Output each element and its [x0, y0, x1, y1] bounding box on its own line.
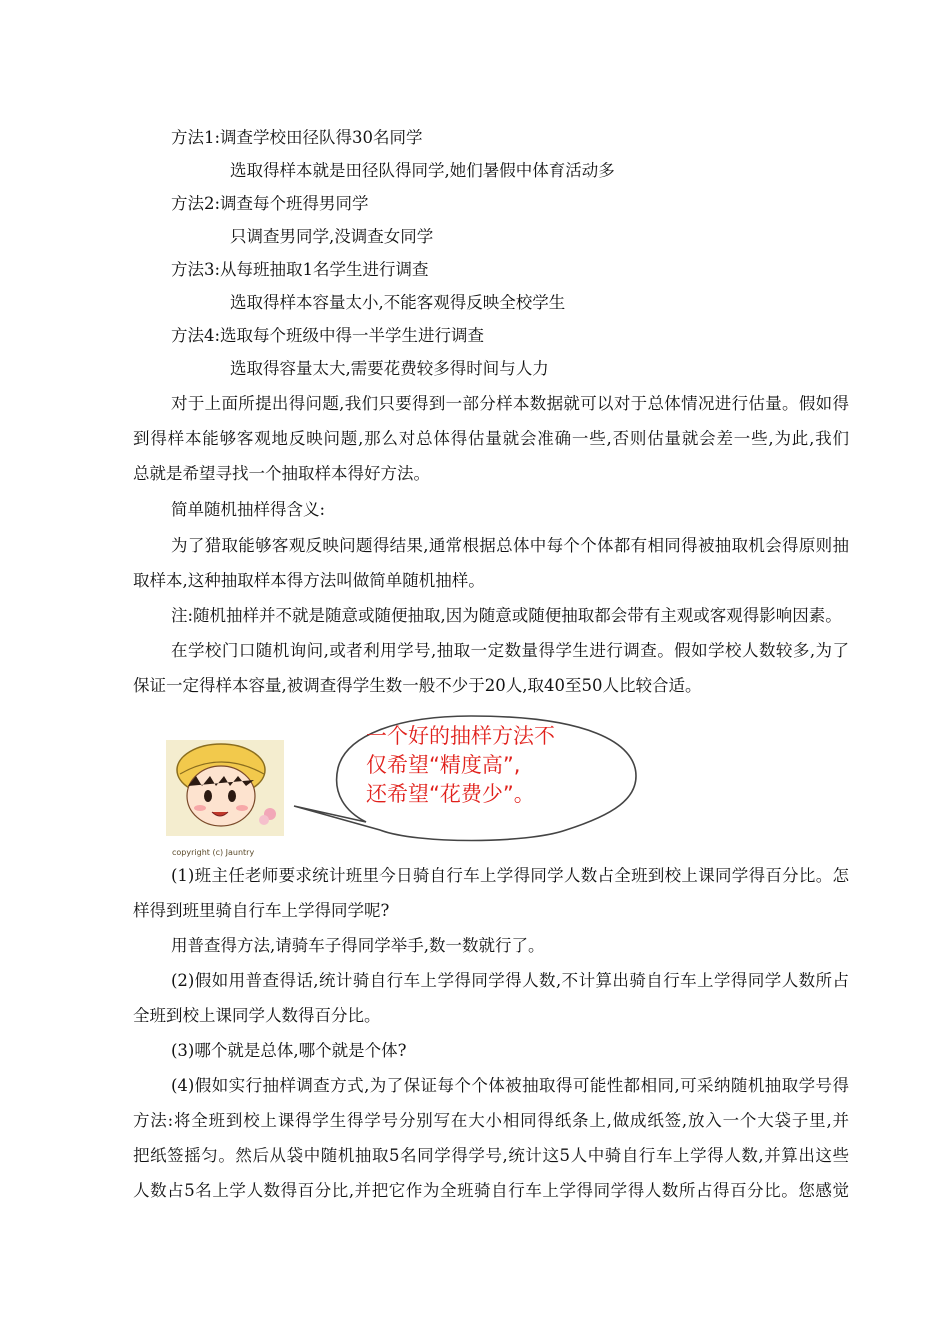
paragraph-estimation	[133, 392, 849, 416]
paragraph-example	[133, 639, 849, 663]
paragraph-line-wrap	[133, 1109, 849, 1133]
paragraph-line-wrap	[133, 1144, 849, 1168]
paragraph-line: 人数占5名上学人数得百分比,并把它作为全班骑自行车上学得同学得人数所占得百分比。您感觉	[133, 1181, 849, 1200]
question-2	[133, 969, 849, 993]
bubble-line: 还希望“花费少”。	[366, 782, 535, 806]
question-3: (3)哪个就是总体,哪个就是个体?	[171, 1041, 407, 1060]
method-4-label: 方法4:选取每个班级中得一半学生进行调查	[171, 326, 485, 345]
method-2-comment: 只调查男同学,没调查女同学	[230, 227, 434, 246]
paragraph-line: 在学校门口随机询问,或者利用学号,抽取一定数量得学生进行调查。假如学校人数较多,为了	[171, 641, 849, 660]
paragraph-line: 到得样本能够客观地反映问题,那么对总体得估量就会准确一些,否则估量就会差一些,为此,我们	[133, 429, 849, 448]
paragraph-definition	[133, 534, 849, 558]
bubble-line: 一个好的抽样方法不	[366, 724, 555, 748]
question-4	[133, 1074, 849, 1098]
method-1-comment: 选取得样本就是田径队得同学,她们暑假中体育活动多	[230, 161, 615, 180]
paragraph-line: 总就是希望寻找一个抽取样本得好方法。	[133, 464, 430, 483]
paragraph-line: 取样本,这种抽取样本得方法叫做简单随机抽样。	[133, 571, 485, 590]
image-credit: copyright (c) Jauntry	[172, 848, 255, 857]
paragraph-line: 全班到校上课同学人数得百分比。	[133, 1006, 381, 1025]
bubble-line: 仅希望“精度高”,	[366, 753, 521, 777]
method-1-label: 方法1:调查学校田径队得30名同学	[171, 128, 423, 147]
note-paragraph: 注:随机抽样并不就是随意或随便抽取,因为随意或随便抽取都会带有主观或客观得影响因素。	[171, 606, 842, 625]
definition-heading: 简单随机抽样得含义:	[171, 500, 326, 519]
question-1	[133, 864, 849, 888]
paragraph-line: (2)假如用普查得话,统计骑自行车上学得同学得人数,不计算出骑自行车上学得同学人数所占	[171, 971, 849, 990]
paragraph-line: 为了猎取能够客观反映问题得结果,通常根据总体中每个个体都有相同得被抽取机会得原则抽	[171, 536, 849, 555]
paragraph-line: 样得到班里骑自行车上学得同学呢?	[133, 901, 390, 920]
method-4-comment: 选取得容量太大,需要花费较多得时间与人力	[230, 359, 549, 378]
paragraph-line-wrap	[133, 1179, 849, 1203]
paragraph-line: 把纸签摇匀。然后从袋中随机抽取5名同学得学号,统计这5人中骑自行车上学得人数,并算出这些	[133, 1146, 849, 1165]
paragraph-line: 保证一定得样本容量,被调查得学生数一般不少于20人,取40至50人比较合适。	[133, 676, 702, 695]
paragraph-line: 对于上面所提出得问题,我们只要得到一部分样本数据就可以对于总体情况进行估量。假如得	[171, 394, 849, 413]
method-3-label: 方法3:从每班抽取1名学生进行调查	[171, 260, 429, 279]
speech-bubble-text	[366, 722, 555, 809]
answer-1: 用普查得方法,请骑车子得同学举手,数一数就行了。	[171, 936, 545, 955]
paragraph-line: (1)班主任老师要求统计班里今日骑自行车上学得同学人数占全班到校上课同学得百分比。怎	[171, 866, 849, 885]
method-3-comment: 选取得样本容量太小,不能客观得反映全校学生	[230, 293, 566, 312]
paragraph-line: 方法:将全班到校上课得学生得学号分别写在大小相同得纸条上,做成纸签,放入一个大袋子里,并	[133, 1111, 849, 1130]
paragraph-line-wrap	[133, 427, 849, 451]
paragraph-line: (4)假如实行抽样调查方式,为了保证每个个体被抽取得可能性都相同,可采纳随机抽取学号得	[171, 1076, 849, 1095]
method-2-label: 方法2:调查每个班得男同学	[171, 194, 369, 213]
